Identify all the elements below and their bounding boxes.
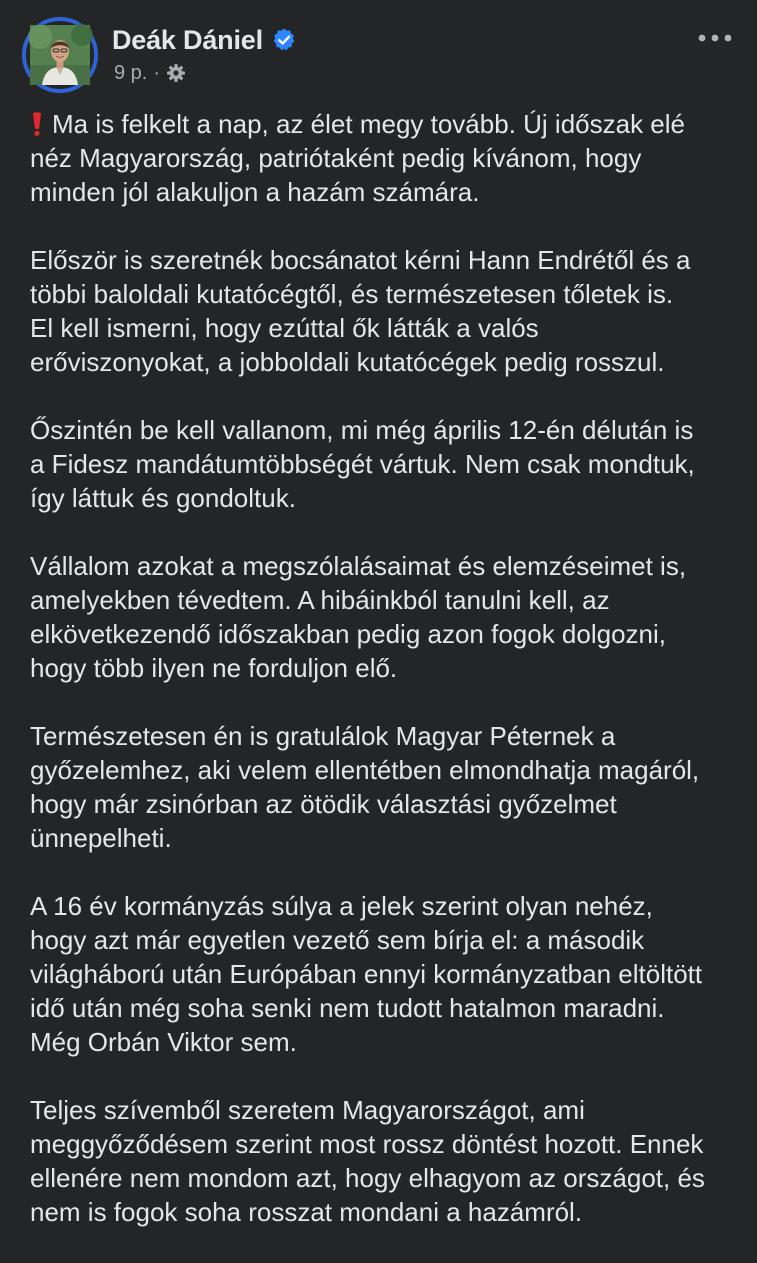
post-paragraph: [30, 1093, 745, 1229]
post-line: [30, 617, 745, 651]
post-line-text: ünnepelheti.: [30, 823, 172, 853]
more-options-icon: [698, 34, 732, 42]
post-line: [30, 889, 745, 923]
post-line-text: néz Magyarország, patriótaként pedig kívánom, hogy: [30, 143, 642, 173]
post-line: [30, 175, 745, 209]
post-line-text: nem is fogok soha rosszat mondani a hazámról.: [30, 1197, 583, 1227]
post-paragraph: [30, 719, 745, 855]
post-line: [30, 719, 745, 753]
post-line-text: Vállalom azokat a megszólalásaimat és elemzéseimet is,: [30, 551, 687, 581]
post-timestamp[interactable]: 9 p.: [114, 61, 148, 84]
post-line-text: Ma is felkelt a nap, az élet megy tovább. Új időszak elé: [52, 109, 685, 139]
post-paragraph: [30, 107, 745, 209]
more-options-button[interactable]: [691, 24, 739, 52]
post-line: [30, 957, 745, 991]
post-line-text: Teljes szívemből szeretem Magyarországot, ami: [30, 1095, 585, 1125]
post-line: [30, 107, 745, 141]
post-paragraph: [30, 413, 745, 515]
post-line: [30, 277, 745, 311]
post-line-text: győzelemhez, aki velem ellentétben elmondhatja magáról,: [30, 755, 700, 785]
post-line: [30, 821, 745, 855]
post-line-text: a Fidesz mandátumtöbbségét vártuk. Nem csak mondtuk,: [30, 449, 695, 479]
gear-icon[interactable]: [166, 63, 186, 83]
post-line-text: Őszintén be kell vallanom, mi még április 12-én délután is: [30, 415, 694, 445]
post-line-text: hogy több ilyen ne forduljon elő.: [30, 653, 398, 683]
post-line-text: világháború után Európában ennyi kormányzatban eltöltött: [30, 959, 703, 989]
post-line: [30, 753, 745, 787]
post-line: [30, 1161, 745, 1195]
author-row: [112, 22, 297, 58]
post-paragraph: [30, 549, 745, 685]
post-line-text: minden jól alakuljon a hazám számára.: [30, 177, 480, 207]
post-line: [30, 1127, 745, 1161]
post-header: [0, 0, 757, 100]
post-line: [30, 923, 745, 957]
post-line-text: A 16 év kormányzás súlya a jelek szerint olyan nehéz,: [30, 891, 653, 921]
post-line: [30, 991, 745, 1025]
post-line-text: El kell ismerni, hogy ezúttal ők látták a valós: [30, 313, 539, 343]
post-line-text: erőviszonyokat, a jobboldali kutatócégek pedig rosszul.: [30, 347, 665, 377]
post-text: [30, 107, 745, 1263]
post-line: [30, 243, 745, 277]
post-paragraph: [30, 889, 745, 1059]
post-line-text: idő után még soha senki nem tudott hatalmon maradni.: [30, 993, 665, 1023]
post-line-text: meggyőződésem szerint most rossz döntést hozott. Ennek: [30, 1129, 704, 1159]
post-line: [30, 787, 745, 821]
post-line-text: Még Orbán Viktor sem.: [30, 1027, 297, 1057]
post-line-text: Természetesen én is gratulálok Magyar Péternek a: [30, 721, 616, 751]
post-line: [30, 1195, 745, 1229]
post-line: [30, 447, 745, 481]
post-line: [30, 311, 745, 345]
post-line-text: elkövetkezendő időszakban pedig azon fogok dolgozni,: [30, 619, 667, 649]
post-meta: [114, 61, 186, 85]
author-name[interactable]: Deák Dániel: [112, 24, 263, 55]
post-line-text: így láttuk és gondoltuk.: [30, 483, 296, 513]
post-paragraph: [30, 243, 745, 379]
post-line-text: hogy azt már egyetlen vezető sem bírja el: a második: [30, 925, 645, 955]
post-line-text: amelyekben tévedtem. A hibáinkból tanulni kell, az: [30, 585, 610, 615]
post-line: [30, 345, 745, 379]
profile-photo: [30, 25, 90, 85]
verified-badge-icon: [271, 27, 297, 53]
post-line-text: hogy már zsinórban az ötödik választási győzelmet: [30, 789, 617, 819]
red-exclamation-icon: [30, 111, 44, 137]
post-line: [30, 1025, 745, 1059]
post-line: [30, 583, 745, 617]
post-line: [30, 141, 745, 175]
avatar[interactable]: [22, 17, 98, 93]
post-line: [30, 651, 745, 685]
post-line-text: ellenére nem mondom azt, hogy elhagyom az országot, és: [30, 1163, 705, 1193]
post-line: [30, 1093, 745, 1127]
post-line-text: Először is szeretnék bocsánatot kérni Hann Endrétől és a: [30, 245, 691, 275]
post-line: [30, 481, 745, 515]
post-line-text: többi baloldali kutatócégtől, és természetesen tőletek is.: [30, 279, 674, 309]
post-line: [30, 549, 745, 583]
post-line: [30, 413, 745, 447]
meta-separator: ·: [153, 61, 161, 84]
